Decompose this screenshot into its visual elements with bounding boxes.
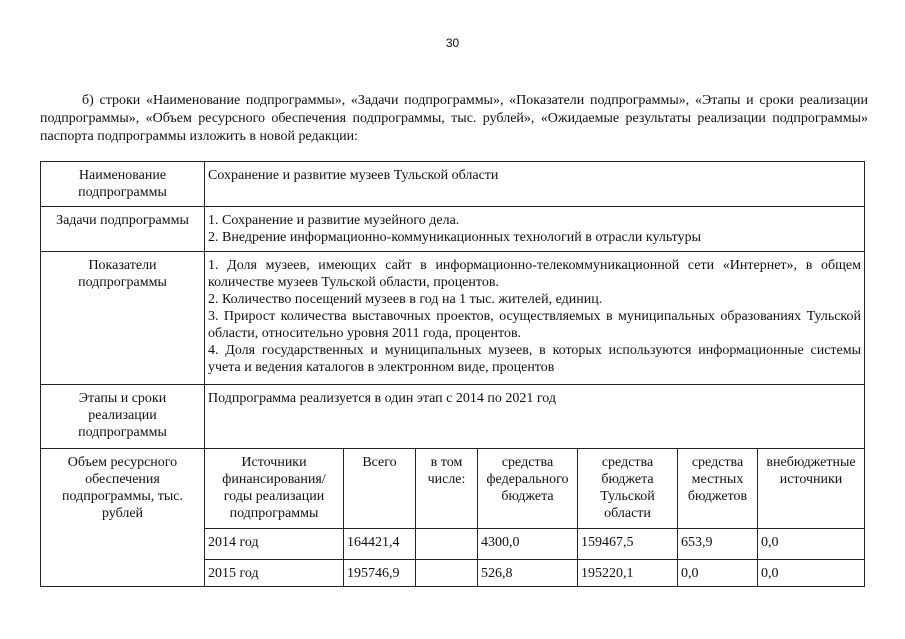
subprogram-passport-table — [40, 161, 865, 587]
funding-header-row — [41, 449, 865, 529]
funding-federal: 526,8 — [478, 560, 578, 587]
funding-regional: 195220,1 — [578, 560, 678, 587]
funding-header-total: Всего — [344, 449, 416, 529]
row-stages-value: Подпрограмма реализуется в один этап с 2014 по 2021 год — [205, 385, 865, 449]
funding-total: 195746,9 — [344, 560, 416, 587]
row-stages — [41, 385, 865, 449]
task-item: 1. Сохранение и развитие музейного дела. — [208, 213, 460, 228]
indicator-item: 4. Доля государственных и муниципальных музеев, в которых используются информационные системы учета и ведения каталогов в электронном виде, процентов — [208, 343, 862, 375]
row-indicators-value — [205, 252, 865, 385]
funding-header-extrabudgetary: внебюджетные источники — [758, 449, 865, 529]
row-funding-label: Объем ресурсного обеспечения подпрограммы, тыс. рублей — [41, 449, 205, 587]
indicator-item: 2. Количество посещений музеев в год на 1 тыс. жителей, единиц. — [208, 292, 603, 307]
funding-header-sources: Источники финансирования/ годы реализации подпрограммы — [205, 449, 344, 529]
row-stages-label: Этапы и сроки реализации подпрограммы — [41, 385, 205, 449]
funding-total: 164421,4 — [344, 529, 416, 560]
intro-paragraph: б) строки «Наименование подпрограммы», «Задачи подпрограммы», «Показатели подпрограммы», «Этапы и сроки реализации подпрограммы», «Объем ресурсного обеспечения подпрограммы, тыс. рублей», «Ожидаемые результаты реализации подпрограммы» паспорта подпрограммы изложить в новой редакции: — [40, 93, 868, 144]
funding-extrabudgetary: 0,0 — [758, 529, 865, 560]
row-name-label: Наименование подпрограммы — [41, 162, 205, 207]
row-name — [41, 162, 865, 207]
funding-header-federal: средства федерального бюджета — [478, 449, 578, 529]
funding-header-regional: средства бюджета Тульской области — [578, 449, 678, 529]
task-item: 2. Внедрение информационно-коммуникационных технологий в отрасли культуры — [208, 230, 702, 245]
funding-local: 0,0 — [678, 560, 758, 587]
funding-header-local: средства местных бюджетов — [678, 449, 758, 529]
funding-federal: 4300,0 — [478, 529, 578, 560]
funding-including — [416, 560, 478, 587]
funding-including — [416, 529, 478, 560]
funding-extrabudgetary: 0,0 — [758, 560, 865, 587]
funding-year: 2014 год — [205, 529, 344, 560]
row-tasks-value — [205, 207, 865, 252]
row-indicators — [41, 252, 865, 385]
row-tasks — [41, 207, 865, 252]
funding-header-including: в том числе: — [416, 449, 478, 529]
funding-regional: 159467,5 — [578, 529, 678, 560]
indicator-item: 1. Доля музеев, имеющих сайт в информационно-телекоммуникационной сети «Интернет», в общем количестве музеев Тульской области, процентов. — [208, 258, 862, 290]
page-number: 30 — [445, 36, 460, 50]
row-name-value: Сохранение и развитие музеев Тульской области — [205, 162, 865, 207]
row-indicators-label: Показатели подпрограммы — [41, 252, 205, 385]
funding-local: 653,9 — [678, 529, 758, 560]
row-tasks-label: Задачи подпрограммы — [41, 207, 205, 252]
funding-year: 2015 год — [205, 560, 344, 587]
indicator-item: 3. Прирост количества выставочных проектов, осуществляемых в муниципальных образованиях Тульской области, относительно уровня 2011 года, процентов. — [208, 309, 862, 341]
